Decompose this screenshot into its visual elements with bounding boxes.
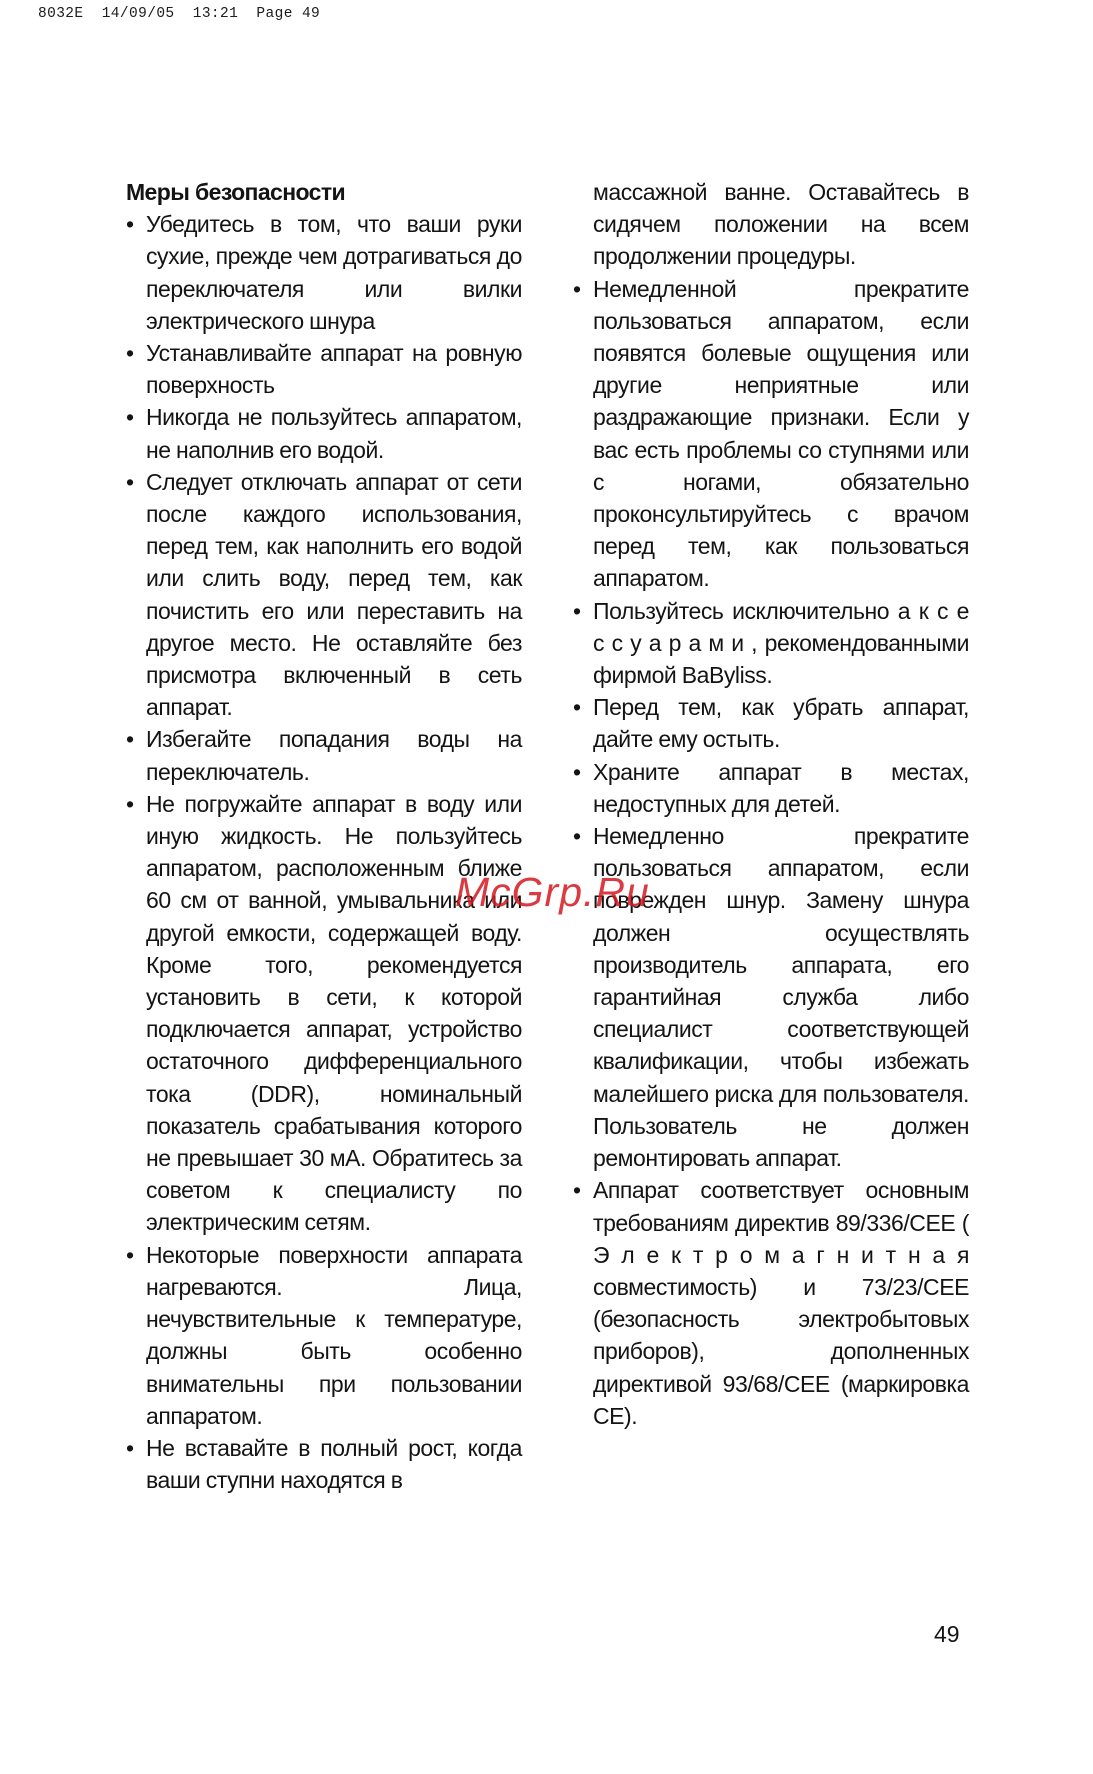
safety-item: • Убедитесь в том, что ваши руки сухие, прежде чем дотрагиваться до переключателя или вилки электрического шнура xyxy=(126,208,522,337)
safety-item: • Храните аппарат в местах, недоступных для детей. xyxy=(573,756,969,820)
right-column xyxy=(573,176,969,1432)
safety-item: • Немедленной прекратите пользоваться аппаратом, если появятся болевые ощущения или другие неприятные или раздражающие признаки. Если у вас есть проблемы со ступнями или с ногами, обязательно проконсультируйтесь с врачом перед тем, как пользоваться аппаратом. xyxy=(573,273,969,595)
safety-item: • Не вставайте в полный рост, когда ваши ступни находятся в xyxy=(126,1432,522,1496)
section-heading: Меры безопасности xyxy=(126,179,346,205)
safety-item: • Не погружайте аппарат в воду или иную жидкость. Не пользуйтесь аппаратом, расположенным ближе 60 см от ванной, умывальника или другой емкости, содержащей воду. Кроме того, рекомендуется установить в сети, к которой подключается аппарат, устройство остаточного дифференциального тока (DDR), номинальный показатель срабатывания которого не превышает 30 мА. Обратитесь за советом к специалисту по электрическим сетям. xyxy=(126,788,522,1239)
safety-item: • Избегайте попадания воды на переключатель. xyxy=(126,723,522,787)
left-column xyxy=(126,176,522,1496)
print-header: 8032E 14/09/05 13:21 Page 49 xyxy=(38,6,321,22)
safety-item: • Перед тем, как убрать аппарат, дайте ему остыть. xyxy=(573,691,969,755)
safety-item: • Немедленно прекратите пользоваться аппаратом, если поврежден шнур. Замену шнура должен осуществлять производитель аппарата, его гарантийная служба либо специалист соответствующей квалификации, чтобы избежать малейшего риска для пользователя. Пользователь не должен ремонтировать аппарат. xyxy=(573,820,969,1174)
safety-item: • Никогда не пользуйтесь аппаратом, не наполнив его водой. xyxy=(126,401,522,465)
safety-item-continuation: массажной ванне. Оставайтесь в сидячем положении на всем продолжении процедуры. xyxy=(593,179,969,270)
safety-item: • Следует отключать аппарат от сети после каждого использования, перед тем, как наполнить его водой или слить воду, перед тем, как почистить его или переставить на другое место. Не оставляйте без присмотра включенный в сеть аппарат. xyxy=(126,466,522,724)
safety-item: • Пользуйтесь исключительно а к с е с с у а р а м и , рекомендованными фирмой BaByliss. xyxy=(573,595,969,692)
watermark: McGrp.Ru xyxy=(455,869,650,915)
safety-item: • Устанавливайте аппарат на ровную поверхность xyxy=(126,337,522,401)
safety-item: • Некоторые поверхности аппарата нагреваются. Лица, нечувствительные к температуре, должны быть особенно внимательны при пользовании аппаратом. xyxy=(126,1239,522,1432)
safety-item: • Аппарат соответствует основным требованиям директив 89/336/CEE ( Э л е к т р о м а г н и т н а я совместимость) и 73/23/CEE (безопасность электробытовых приборов), дополненных директивой 93/68/CEE (маркировка CE). xyxy=(573,1174,969,1432)
page-number: 49 xyxy=(934,1621,960,1647)
